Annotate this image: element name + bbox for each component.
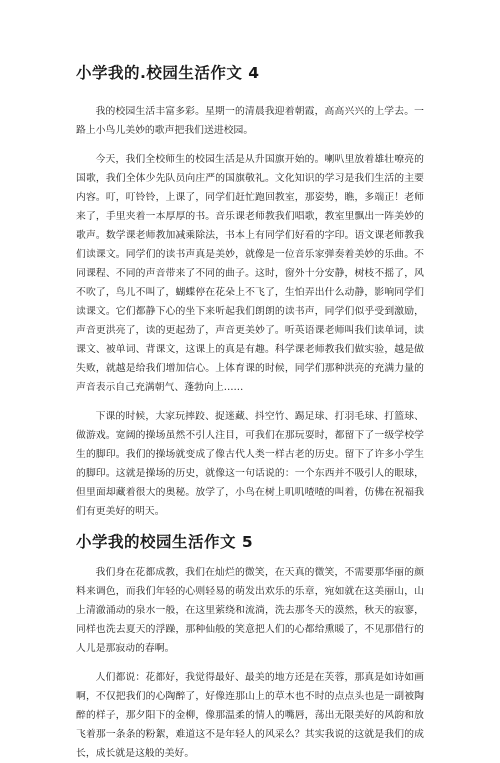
essay-5-paragraph-2: 人们都说：花都好，我觉得最好、最美的地方还是在芙蓉，那真是如诗如画啊，不仅把我们的心陶醉了，好像连那山上的草木也不时的点点头也是一副被陶醉的样子，那夕阳下的金柳，像那温柔的情人的嘴唇，荡出无限美好的风韵和放飞着那一条条的粉絮，难道这不是年轻人的风采么？其实我说的这就是我们的成长，成长就是这般的美好。 (76, 672, 424, 759)
essay-5-title: 小学我的校园生活作文 5 (76, 533, 254, 551)
essay-4-paragraph-3: 下课的时候，大家玩摔跤、捉迷藏、抖空竹、踢足球、打羽毛球、打篮球、做游戏。宽阔的操场虽然不引人注目，可我们在那玩耍时，都留下了一级学校学生的脚印。我们的操场就变成了像古代人类一样古老的历史。留下了许多小学生的脚印。这就是操场的历史，就像这一句话说的：一个东西并不吸引人的眼球，但里面却藏着很大的奥秘。放学了，小鸟在树上叽叽喳喳的叫着，仿佛在祝福我们有更美好的明天。 (76, 411, 424, 517)
essay-4-paragraph-1: 我的校园生活丰富多彩。星期一的清晨我迎着朝霞，高高兴兴的上学去。一路上小鸟儿美妙的歌声把我们送进校园。 (76, 106, 424, 136)
essay-4-title: 小学我的.校园生活作文 4 (76, 64, 260, 82)
essay-5-paragraph-1: 我们身在花都成教，我们在灿烂的微笑，在天真的微笑，不需要那华丽的颜料来调色，而我们年轻的心则轻易的萌发出欢乐的乐章，宛如就在这美丽山，山上清澈涌动的泉水一般，在这里萦绕和流淌，洗去那冬天的漠然，秋天的寂寥，同样也洗去夏天的浮躁，那种仙般的笑意把人们的心都给熏暖了，不见那借行的人儿是那寂动的春啊。 (76, 567, 424, 654)
essay-4-paragraph-2: 今天，我们全校师生的校园生活是从升国旗开始的。喇叭里放着雄壮嘹亮的国歌，我们全体少先队员向庄严的国旗敬礼。文化知识的学习是我们生活的主要内容。叮，叮铃铃，上课了，同学们赶忙跑回教室，那姿势，瞧，多端正！老师来了，手里夹着一本厚厚的书。音乐课老师教我们唱歌，教室里飘出一阵美妙的歌声。数学课老师教加减乘除法，书本上有同学们好看的字印。语文课老师教我们读课文。同学们的读书声真是美妙，就像是一位音乐家弹奏着美妙的乐曲。不同课程、不同的声音带来了不同的曲子。这时，窗外十分安静，树枝不摇了，风不吹了，鸟儿不叫了，蝴蝶停在花朵上不飞了，生怕弄出什么动静，影响同学们读课文。它们都静下心的坐下来听起我们朗朗的读书声，同学们似乎受到激励，声音更洪亮了，读的更起劲了，声音更美妙了。听英语课老师叫我们读单词，读课文、被单词、背课文，这课上的真是有趣。科学课老师教我们做实验，越是做失败，就越是给我们增加信心。上体育课的时候，同学们那种洪亮的充满力量的声音表示自己充满朝气、蓬勃向上…… (76, 154, 424, 393)
